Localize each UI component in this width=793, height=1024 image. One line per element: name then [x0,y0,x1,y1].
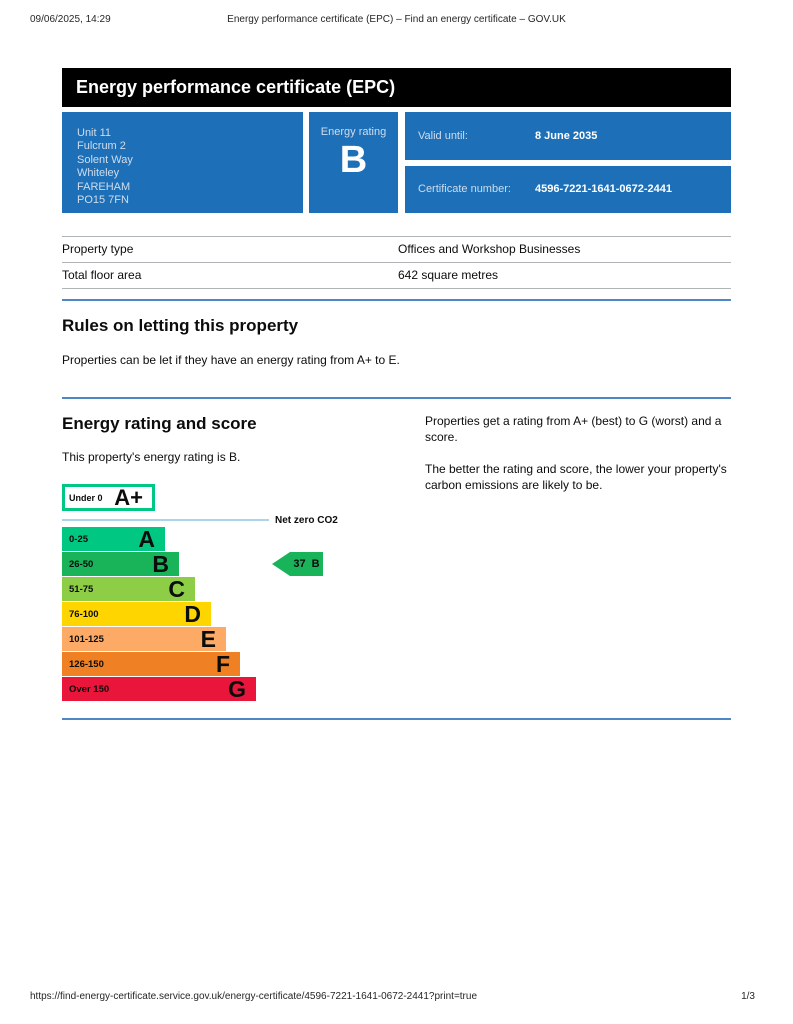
rating-chart-column [62,414,425,702]
rating-section-heading: Energy rating and score [62,414,257,433]
band-range-label: Under 0 [69,492,103,503]
certificate-number-label: Certificate number: [418,183,511,196]
band-c [62,577,195,601]
band-letter: B [152,551,169,577]
certificate-number-value: 4596-7221-1641-0672-2441 [535,183,673,196]
address-line: FAREHAM [77,180,131,193]
property-details-table [62,236,731,289]
net-zero-label: Net zero CO2 [275,514,338,526]
band-range-label: 51-75 [69,583,94,595]
band-letter: A+ [114,484,143,510]
address-line: PO15 7FN [77,194,129,207]
band-row-f [62,652,425,676]
net-zero-divider [62,515,425,525]
band-a-plus [62,484,155,511]
valid-until-row [405,112,731,160]
table-row [62,262,731,289]
print-datetime: 09/06/2025, 14:29 [30,14,111,25]
valid-until-value: 8 June 2035 [535,129,598,142]
marker-arrow-tip-icon [272,552,290,576]
net-zero-line [62,519,269,521]
rating-info-column [425,414,731,702]
band-b [62,552,179,576]
section-divider [62,299,731,301]
band-letter: E [200,626,216,652]
energy-rating-chart [62,484,425,701]
rules-text: Properties can be let if they have an energy rating from A+ to E. [62,353,400,367]
band-range-label: 26-50 [69,558,94,570]
rating-bands [62,527,425,701]
band-e [62,627,226,651]
band-range-label: 0-25 [69,533,89,545]
band-letter: C [168,576,185,602]
certificate-meta-panels [405,112,731,213]
page-title: Energy performance certificate (EPC) [62,68,731,107]
energy-rating-section [62,414,731,702]
band-range-label: 101-125 [69,633,104,645]
section-divider [62,718,731,720]
rating-info-paragraph: Properties get a rating from A+ (best) to G (worst) and a score. [425,414,722,444]
valid-until-label: Valid until: [418,129,468,142]
band-letter: G [228,676,246,702]
source-url: https://find-energy-certificate.service.gov.uk/energy-certificate/4596-7221-1641-0672-2441?print=true [30,991,478,1002]
band-range-label: Over 150 [69,683,110,695]
band-d [62,602,211,626]
marker-body [290,552,323,576]
table-row [62,236,731,262]
rules-heading: Rules on letting this property [62,316,299,335]
band-letter: D [184,601,201,627]
band-a [62,527,165,551]
address-line: Solent Way [77,153,133,166]
current-rating-text: This property's energy rating is B. [62,450,241,464]
rating-info-paragraph: The better the rating and score, the lower your property's carbon emissions are likely to be. [425,462,727,492]
band-letter: A [138,526,155,552]
band-letter: F [215,651,230,677]
band-range-label: 76-100 [69,608,99,620]
print-page-title: Energy performance certificate (EPC) – Find an energy certificate – GOV.UK [227,14,566,25]
table-row-value: 642 square metres [398,268,499,282]
energy-rating-label: Energy rating [320,126,387,138]
band-row-e [62,627,425,651]
marker-score: 37 [293,558,306,570]
band-row-b [62,552,425,576]
energy-rating-value: B [339,139,368,181]
address-line: Unit 11 [77,127,112,139]
property-address-panel [62,112,303,213]
section-divider [62,397,731,399]
page-number: 1/3 [741,991,755,1002]
table-row-value: Offices and Workshop Businesses [398,242,581,256]
band-row-c [62,577,425,601]
address-line: Fulcrum 2 [77,140,126,153]
score-marker-arrow [272,552,323,576]
band-row-a [62,527,425,551]
band-row-g [62,677,425,701]
certificate-page [62,0,731,720]
address-line: Whiteley [77,167,120,180]
marker-rating: B [311,558,320,570]
band-f [62,652,240,676]
band-row-d [62,602,425,626]
energy-rating-panel [309,112,398,213]
table-row-label: Property type [62,242,134,256]
table-row-label: Total floor area [62,268,142,282]
certificate-summary [62,112,731,213]
band-range-label: 126-150 [69,658,104,670]
certificate-number-row [405,166,731,214]
band-g [62,677,256,701]
